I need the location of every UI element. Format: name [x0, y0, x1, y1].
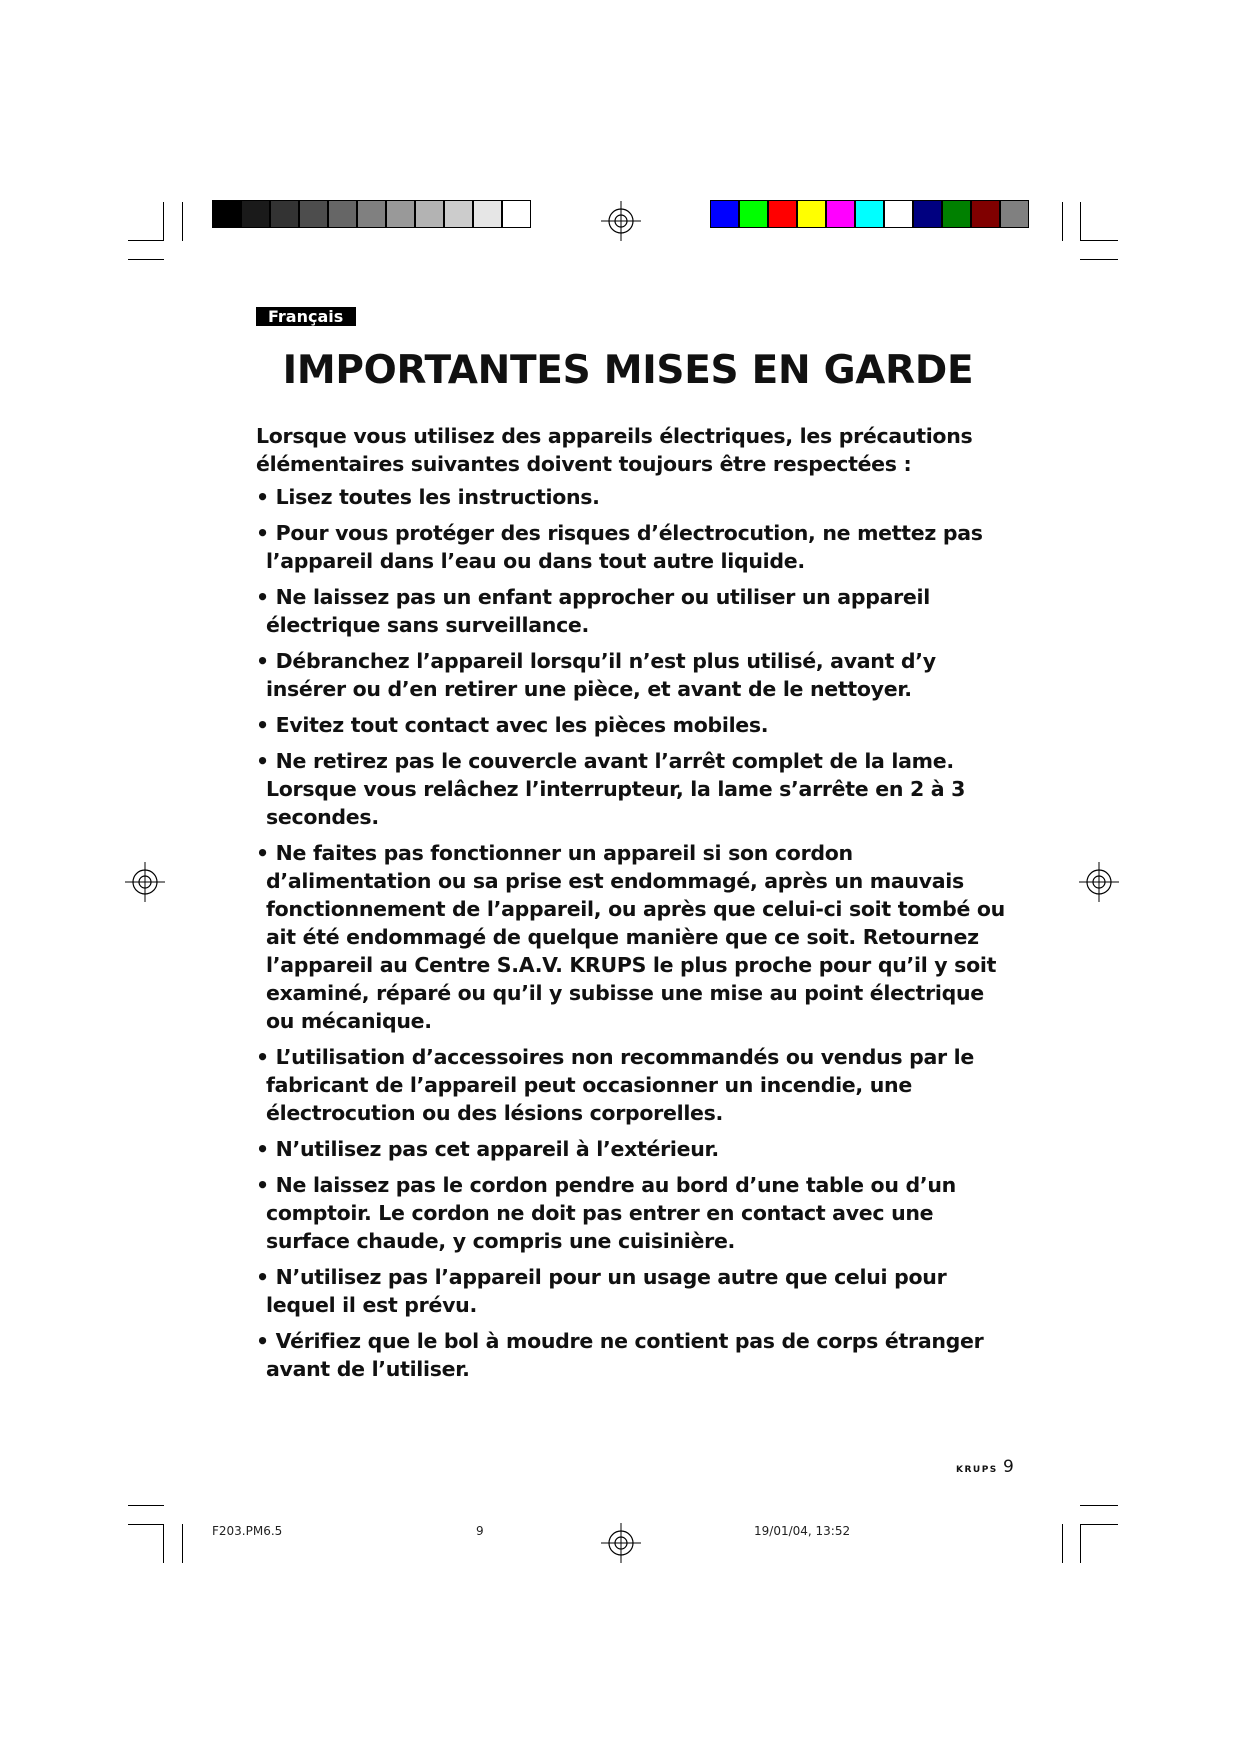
list-item: • Ne laissez pas un enfant approcher ou utiliser un appareil électrique sans surveillance.: [256, 583, 1016, 639]
color-swatch: [502, 200, 531, 228]
crop-mark: [128, 240, 164, 241]
color-swatch: [797, 200, 826, 228]
crop-mark: [1080, 259, 1118, 260]
crop-mark: [182, 1524, 183, 1563]
crop-mark: [1062, 202, 1063, 241]
color-swatch: [473, 200, 502, 228]
crop-mark: [163, 1524, 164, 1563]
list-item: • N’utilisez pas l’appareil pour un usage autre que celui pour lequel il est prévu.: [256, 1263, 1016, 1319]
color-swatch: [386, 200, 415, 228]
crop-mark: [128, 1524, 164, 1525]
instruction-list: [256, 483, 1016, 1383]
registration-mark-icon: [125, 862, 165, 902]
crop-mark: [1080, 1505, 1118, 1506]
color-swatch: [942, 200, 971, 228]
color-calibration-bar: [710, 200, 1029, 228]
print-page-number: 9: [476, 1524, 484, 1538]
list-item: • Ne faites pas fonctionner un appareil si son cordon d’alimentation ou sa prise est endommagé, après un mauvais fonctionnement de l’appareil, ou après que celui-ci soit tombé ou ait été endommagé de quelque manière que ce soit. Retournez l’appareil au Centre S.A.V. KRUPS le plus proche pour qu’il y soit examiné, réparé ou qu’il y subisse une mise au point électrique ou mécanique.: [256, 839, 1016, 1035]
color-swatch: [241, 200, 270, 228]
color-swatch: [415, 200, 444, 228]
intro-text: Lorsque vous utilisez des appareils électriques, les précautions élémentaires suivantes doivent toujours être respectées :: [256, 424, 973, 476]
registration-mark-icon: [601, 1523, 641, 1563]
list-item: • Ne laissez pas le cordon pendre au bord d’une table ou d’un comptoir. Le cordon ne doit pas entrer en contact avec une surface chaude, y compris une cuisinière.: [256, 1171, 1016, 1255]
list-item: • Ne retirez pas le couvercle avant l’arrêt complet de la lame. Lorsque vous relâchez l’interrupteur, la lame s’arrête en 2 à 3 secondes.: [256, 747, 1016, 831]
registration-mark-icon: [1079, 862, 1119, 902]
color-swatch: [710, 200, 739, 228]
crop-mark: [1080, 202, 1081, 241]
list-item: • Evitez tout contact avec les pièces mobiles.: [256, 711, 1016, 739]
color-swatch: [1000, 200, 1029, 228]
registration-mark-icon: [601, 201, 641, 241]
grayscale-calibration-bar: [212, 200, 531, 228]
color-swatch: [270, 200, 299, 228]
brand-logo: KRUPS: [956, 1465, 998, 1475]
color-swatch: [444, 200, 473, 228]
page-number: 9: [1003, 1457, 1014, 1477]
crop-mark: [1080, 1524, 1118, 1525]
color-swatch: [971, 200, 1000, 228]
language-tag: Français: [256, 307, 356, 326]
crop-mark: [163, 202, 164, 241]
list-item: • Vérifiez que le bol à moudre ne contient pas de corps étranger avant de l’utiliser.: [256, 1327, 1016, 1383]
crop-mark: [1080, 240, 1118, 241]
color-swatch: [357, 200, 386, 228]
color-swatch: [855, 200, 884, 228]
print-file-name: F203.PM6.5: [212, 1524, 283, 1538]
list-item: • L’utilisation d’accessoires non recommandés ou vendus par le fabricant de l’appareil peut occasionner un incendie, une électrocution ou des lésions corporelles.: [256, 1043, 1016, 1127]
crop-mark: [1062, 1524, 1063, 1563]
print-timestamp: 19/01/04, 13:52: [754, 1524, 851, 1538]
crop-mark: [1080, 1524, 1081, 1563]
color-swatch: [328, 200, 357, 228]
list-item: • Débranchez l’appareil lorsqu’il n’est plus utilisé, avant d’y insérer ou d’en retirer une pièce, et avant de le nettoyer.: [256, 647, 1016, 703]
crop-mark: [128, 1505, 164, 1506]
color-swatch: [739, 200, 768, 228]
color-swatch: [299, 200, 328, 228]
list-item: • N’utilisez pas cet appareil à l’extérieur.: [256, 1135, 1016, 1163]
crop-mark: [182, 202, 183, 241]
crop-mark: [128, 259, 164, 260]
color-swatch: [826, 200, 855, 228]
page-title: IMPORTANTES MISES EN GARDE: [282, 348, 974, 393]
list-item: • Pour vous protéger des risques d’électrocution, ne mettez pas l’appareil dans l’eau ou dans tout autre liquide.: [256, 519, 1016, 575]
color-swatch: [884, 200, 913, 228]
color-swatch: [913, 200, 942, 228]
safety-instructions: [256, 422, 1016, 1391]
list-item: • Lisez toutes les instructions.: [256, 483, 1016, 511]
color-swatch: [212, 200, 241, 228]
color-swatch: [768, 200, 797, 228]
